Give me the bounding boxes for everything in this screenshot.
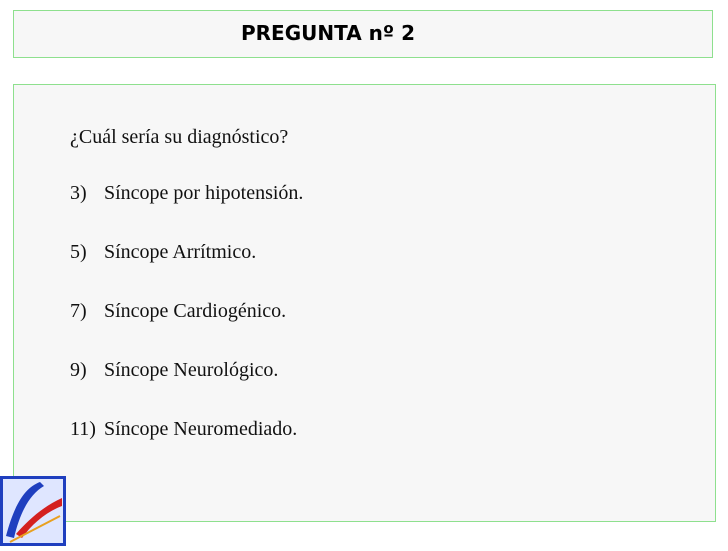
question-text: ¿Cuál sería su diagnóstico?: [70, 126, 289, 148]
option-number: 11): [70, 418, 96, 440]
option-text: Síncope Neurológico.: [104, 359, 279, 381]
option-number: 7): [70, 300, 87, 322]
option-text: Síncope por hipotensión.: [104, 182, 304, 204]
option-text: Síncope Neuromediado.: [104, 418, 298, 440]
option-number: 5): [70, 241, 87, 263]
page-title: PREGUNTA nº 2: [241, 21, 416, 45]
title-panel: [13, 10, 713, 58]
option-number: 9): [70, 359, 87, 381]
option-text: Síncope Arrítmico.: [104, 241, 257, 263]
question-panel: [13, 84, 716, 522]
medical-logo-icon: [0, 476, 66, 546]
option-number: 3): [70, 182, 87, 204]
option-text: Síncope Cardiogénico.: [104, 300, 287, 322]
